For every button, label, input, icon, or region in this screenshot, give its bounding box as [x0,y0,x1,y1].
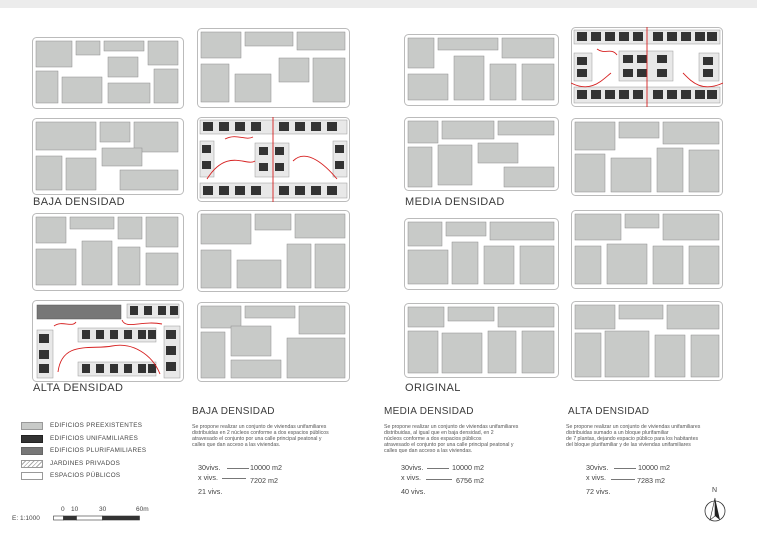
label-alta-densidad: ALTA DENSIDAD [33,382,124,394]
col-desc-alta: Se propone realizar un conjunto de viviendas unifamiliares distribuidas sumado a un bloque plurifamiliar de 7 plantas, dejando espacio público para los habitantes del bloque plurifamiliar y de las viviendas unifamiliares [566,424,701,448]
single-family-house [203,186,213,195]
single-family-house [577,69,587,77]
legend-label-gardens: JARDINES PRIVADOS [50,460,121,467]
scale-tick-10: 10 [71,506,79,513]
legend-label-public: ESPACIOS PÚBLICOS [50,472,121,479]
single-family-house [138,364,146,373]
single-family-house [110,330,118,339]
single-family-house [124,330,132,339]
col-desc-media: Se propone realizar un conjunto de viviendas unifamiliares distribuidas, al igual que en baja densidad, en 2 núcleos conforme a dos espacios públicos atravesado el conjunto por una calle principal peatonal y calles que dan acceso a las viviendas. [384,424,519,454]
scale-tick-60: 60m [136,506,149,513]
single-family-house [279,122,289,131]
single-family-house [591,90,601,99]
col-title-baja: BAJA DENSIDAD [192,406,275,417]
north-label: N [712,487,718,494]
single-family-house [82,364,90,373]
single-family-house [681,32,691,41]
single-family-house [82,330,90,339]
single-family-house [577,57,587,65]
legend-swatch-multi [21,447,43,455]
single-family-house [623,69,633,77]
legend-label-single: EDIFICIOS UNIFAMILIARES [50,435,139,442]
single-family-house [130,306,138,315]
single-family-house [653,90,663,99]
single-family-house [170,306,178,315]
scale-bar [53,514,141,522]
map-right-r2-existing [404,117,559,191]
single-family-house [637,69,647,77]
stat-alta-result: 72 vivs. [586,487,611,496]
single-family-house [138,330,146,339]
map-left-r1-existing [32,37,184,109]
single-family-house [251,122,261,131]
legend-label-existing: EDIFICIOS PREEXISTENTES [50,422,143,429]
single-family-house [695,90,705,99]
stat-media-dash2 [426,479,452,480]
single-family-house [39,364,49,373]
map-left-r4-existing [197,302,350,382]
single-family-house [591,32,601,41]
single-family-house [279,186,289,195]
single-family-house [235,186,245,195]
single-family-house [577,90,587,99]
single-family-house [39,334,49,343]
map-right-r1-proposal [571,27,723,107]
stat-alta-x: x vivs. [586,473,606,482]
stat-baja-area: 10000 m2 [250,463,282,472]
map-right-r3-existing [404,218,559,290]
single-family-house [96,364,104,373]
north-arrow-icon [704,496,726,524]
stat-baja-vivs: 30vivs. [198,463,221,472]
single-family-house [235,122,245,131]
map-left-r3-existing [32,213,184,291]
single-family-house [619,32,629,41]
single-family-house [166,330,176,339]
stat-media-dash1 [427,468,449,469]
map-left-r3-existing-b [197,210,350,292]
stat-alta-area2: 7283 m2 [637,476,665,485]
stat-baja-result: 21 vivs. [198,487,223,496]
single-family-house [327,122,337,131]
stat-alta-vivs: 30vivs. [586,463,609,472]
single-family-house [144,306,152,315]
scale-ratio: E: 1:1000 [12,515,40,522]
single-family-house [311,186,321,195]
single-family-house [275,147,284,155]
single-family-house [703,57,713,65]
single-family-house [577,32,587,41]
single-family-house [335,161,344,169]
single-family-house [96,330,104,339]
single-family-house [657,55,667,63]
single-family-house [148,364,156,373]
legend-swatch-gardens [21,460,43,468]
single-family-house [703,69,713,77]
col-desc-baja: Se propone realizar un conjunto de viviendas unifamiliares distribuidas en 2 núcleos conforme a dos espacios públicos atravesado el conjunto por una calle principal peatonal y calles que dan acceso a las viviendas. [192,424,329,448]
single-family-house [295,186,305,195]
single-family-house [681,90,691,99]
single-family-house [166,346,176,355]
label-media-densidad: MEDIA DENSIDAD [405,196,505,208]
map-left-r2-existing [32,118,184,195]
single-family-house [148,330,156,339]
stat-media-x: x vivs. [401,473,421,482]
legend-swatch-single [21,435,43,443]
single-family-house [219,186,229,195]
label-original: ORIGINAL [405,382,461,394]
single-family-house [707,32,717,41]
single-family-house [124,364,132,373]
stat-media-vivs: 30vivs. [401,463,424,472]
top-bar [0,0,757,8]
map-right-r1-existing [404,34,559,106]
single-family-house [202,145,211,153]
single-family-house [633,90,643,99]
single-family-house [219,122,229,131]
single-family-house [667,32,677,41]
single-family-house [203,122,213,131]
legend-label-multi: EDIFICIOS PLURIFAMILIARES [50,447,147,454]
single-family-house [259,163,268,171]
single-family-house [695,32,705,41]
map-left-r2-proposal [197,117,350,202]
single-family-house [335,145,344,153]
stat-baja-x: x vivs. [198,473,218,482]
single-family-house [653,32,663,41]
single-family-house [623,55,633,63]
single-family-house [295,122,305,131]
legend-swatch-existing [21,422,43,430]
stat-alta-dash1 [614,468,636,469]
stat-media-area: 10000 m2 [452,463,484,472]
map-right-r2-existing-b [571,118,723,196]
single-family-house [707,90,717,99]
single-family-house [327,186,337,195]
col-title-media: MEDIA DENSIDAD [384,406,474,417]
single-family-house [259,147,268,155]
stat-media-result: 40 vivs. [401,487,426,496]
scale-tick-30: 30 [99,506,107,513]
stat-baja-dash1 [227,468,249,469]
stat-baja-area2: 7202 m2 [250,476,278,485]
map-right-r3-existing-b [571,210,723,289]
single-family-house [202,161,211,169]
single-family-house [637,55,647,63]
map-left-r4-proposal [32,300,184,382]
scale-tick-0: 0 [61,506,65,513]
single-family-house [311,122,321,131]
col-title-alta: ALTA DENSIDAD [568,406,650,417]
single-family-house [251,186,261,195]
single-family-house [657,69,667,77]
single-family-house [605,32,615,41]
map-right-r4-existing [404,303,559,378]
stat-baja-dash2 [222,478,246,479]
single-family-house [667,90,677,99]
stat-alta-dash2 [611,479,635,480]
single-family-house [39,350,49,359]
stat-alta-area: 10000 m2 [638,463,670,472]
single-family-house [605,90,615,99]
legend-swatch-public [21,472,43,480]
single-family-house [110,364,118,373]
stat-media-area2: 6756 m2 [456,476,484,485]
map-left-r1-proposal [197,28,350,108]
label-baja-densidad: BAJA DENSIDAD [33,196,126,208]
single-family-house [166,362,176,371]
map-right-r4-existing-b [571,301,723,381]
single-family-house [275,163,284,171]
single-family-house [619,90,629,99]
single-family-house [633,32,643,41]
single-family-house [158,306,166,315]
